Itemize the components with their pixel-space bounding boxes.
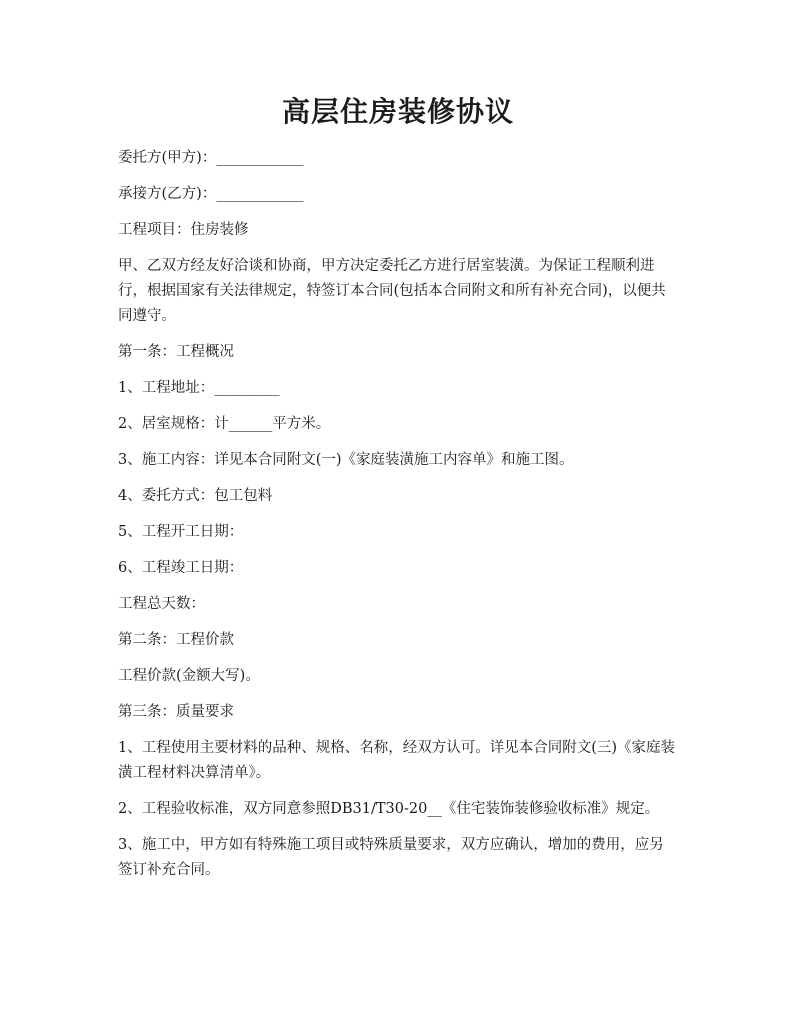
article-3-heading: 第三条：质量要求 xyxy=(118,704,234,720)
project-line: 工程项目：住房装修 xyxy=(118,222,249,238)
start-date-line: 5、工程开工日期： xyxy=(118,524,244,540)
contractor-party-line: 承接方(乙方)：____________ xyxy=(118,186,304,202)
room-size-line: 2、居室规格：计______平方米。 xyxy=(118,416,331,432)
article-2-heading: 第二条：工程价款 xyxy=(118,632,234,648)
materials-clause: 1、工程使用主要材料的品种、规格、名称，经双方认可。详见本合同附文(三)《家庭装潢工程材料决算清单》。 xyxy=(118,740,676,781)
client-party-line: 委托方(甲方)：____________ xyxy=(118,150,304,166)
commission-method-line: 4、委托方式：包工包料 xyxy=(118,488,273,504)
special-requirements-clause: 3、施工中，甲方如有特殊施工项目或特殊质量要求，双方应确认，增加的费用，应另签订补充合同。 xyxy=(118,837,664,878)
project-address-line: 1、工程地址：_________ xyxy=(118,380,280,396)
total-days-line: 工程总天数： xyxy=(118,596,205,612)
acceptance-standard-clause: 2、工程验收标准，双方同意参照DB31/T30-20__《住宅装饰装修验收标准》规定。 xyxy=(118,801,660,817)
document-title: 高层住房装修协议 xyxy=(281,95,514,128)
document-body xyxy=(118,146,678,894)
preamble-paragraph: 甲、乙双方经友好洽谈和协商，甲方决定委托乙方进行居室装潢。为保证工程顺利进行，根据国家有关法律规定，特签订本合同(包括本合同附文和所有补充合同)，以便共同遵守。 xyxy=(118,258,666,324)
completion-date-line: 6、工程竣工日期： xyxy=(118,560,244,576)
price-line: 工程价款(金额大写)。 xyxy=(118,668,260,684)
work-content-line: 3、施工内容：详见本合同附文(一)《家庭装潢施工内容单》和施工图。 xyxy=(118,452,574,468)
article-1-heading: 第一条：工程概况 xyxy=(118,344,234,360)
